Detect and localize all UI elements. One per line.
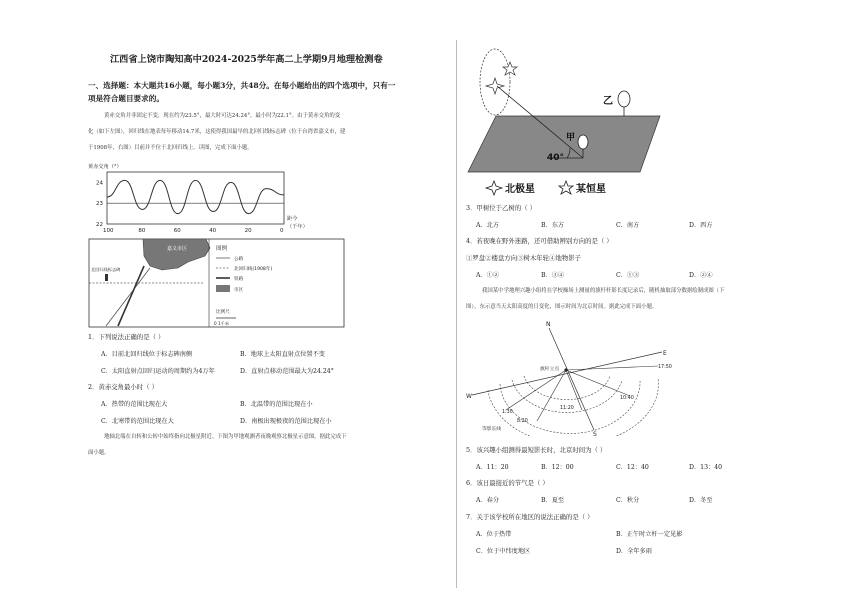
q5-option-a: A．11：20: [476, 464, 509, 471]
q1-option-c: C．太阳直射点回归运动的周期约为4万年: [101, 368, 215, 375]
city-label: 嘉义市区: [167, 246, 188, 252]
label-jia: 甲: [566, 133, 576, 143]
y-tick-label: 24: [96, 180, 103, 187]
q1-option-d: D．直射点移动范围最大为24.24°: [240, 368, 334, 375]
q3-option-b: B．东方: [541, 222, 565, 229]
q5-option-b: B．12：00: [541, 464, 574, 471]
stele-marker: [105, 274, 108, 281]
q5-option-c: C．12：40: [616, 464, 649, 471]
legend-star-label: 某恒星: [576, 184, 606, 195]
passage2-line2: 面小题。: [88, 450, 110, 456]
q3-option-c: C．南方: [616, 222, 640, 229]
passage3-line2: 图），东示意当天太阳高度的日变化，图示时间为北京时间。据此完成下面小题。: [466, 304, 658, 310]
q6-option-d: D．冬至: [689, 497, 713, 504]
y-tick-label: 23: [96, 201, 103, 208]
legend-title: 图例: [216, 246, 228, 252]
chart-xlabel-1: 距今: [287, 216, 298, 222]
legend-polaris-icon: [486, 181, 502, 195]
section-heading-line2: 项是符合题目要求的。: [88, 94, 164, 103]
shadow-figure: [462, 318, 710, 436]
time-0130: 1:30: [502, 410, 513, 415]
q7-option-a: A．位于热带: [476, 531, 512, 538]
north-south-axis: [549, 328, 594, 430]
q3-option-a: A．北方: [476, 222, 500, 229]
column-divider: [456, 40, 457, 588]
q2-option-c: C．北寒带的范围比现在大: [101, 418, 174, 425]
legend-star-icon: [559, 181, 573, 194]
x-tick-label: 80: [138, 228, 146, 234]
y-tick-label: 22: [96, 222, 103, 228]
ground-plane: [468, 116, 660, 172]
passage1-line1: 黄赤交角并非固定不变，现在约为23.5°，最大时可达24.24°，最小时为22.1°。由于黄赤交角的变: [104, 113, 341, 119]
passage3-line1: 我国某中学地理兴趣小组将在学校操场上测量的旗杆杆影长度记录后，随机抽取部分数据绘制成图（下: [482, 288, 725, 294]
chiayi-map: [88, 238, 348, 330]
q2-option-b: B．北温带的范围比现在小: [240, 401, 313, 408]
q7-option-d: D．全年多雨: [616, 548, 652, 555]
q7-stem: 7．关于该学校所在地区的说法正确的是（ ）: [466, 513, 594, 521]
x-tick-label: 0: [280, 228, 284, 234]
x-tick-label: 40: [209, 228, 217, 234]
q4-items: ①罗盘②楼盘方向③树木年轮④地物影子: [466, 254, 582, 262]
legend-tropic: 北回归线(1908年): [234, 267, 273, 272]
tree-jia-icon: [578, 135, 588, 149]
q1-option-a: A．目前北回归线位于标志碑南侧: [101, 351, 193, 358]
scale-values: 0 1千米: [214, 321, 230, 326]
q4-option-c: C．①③: [616, 272, 640, 279]
label-e: E: [663, 350, 667, 357]
angle-label: 40°: [547, 153, 565, 163]
q4-option-a: A．①②: [476, 272, 500, 279]
chart-xlabel-2: （千年）: [287, 224, 308, 230]
passage2-line1: 地轴北端在自转和公转中始终指向北极星附近。下图为甲地观测者夜晚观察北极星示意图。据此完成下: [104, 434, 347, 440]
q4-option-b: B．③④: [541, 272, 565, 279]
q3-option-d: D．西方: [689, 222, 713, 229]
x-tick-label: 20: [244, 228, 252, 234]
q1-stem: 1．下列说法正确的是（ ）: [88, 333, 165, 341]
q7-option-b: B．正午时立杆一定见影: [616, 531, 683, 538]
q5-stem: 5．该兴趣小组测得最短影长时，北京时间为（ ）: [466, 446, 607, 454]
q3-stem: 3．甲树位于乙树的（ ）: [466, 204, 537, 212]
q1-option-b: B．地球上太阳直射点位置不变: [240, 351, 325, 358]
legend-polaris-label: 北极星: [505, 184, 535, 195]
stele-label: 北回归线标志碑: [91, 267, 121, 272]
legend-city: 市区: [234, 288, 244, 293]
equal-shadow-arc-1: [524, 376, 610, 400]
time-1750: 17:50: [658, 365, 672, 370]
passage1-line2: 化（如下左图），回归线在地表每年移动14.7米，这使得我国最早的北回归线标志碑（位于台湾省嘉义市，建: [88, 129, 346, 135]
legend-highway: 公路: [234, 257, 244, 262]
tree-yi-icon: [618, 91, 630, 107]
q6-stem: 6．该日最接近的节气是（ ）: [466, 479, 549, 487]
q5-option-d: D．13：40: [689, 464, 723, 471]
label-s: S: [593, 431, 597, 436]
q2-option-d: D．南极出现极夜的范围比现在小: [240, 418, 332, 425]
x-tick-label: 100: [103, 228, 114, 234]
polaris-icon: [486, 78, 504, 94]
q2-stem: 2．黄赤交角最小时（ ）: [88, 383, 159, 391]
equal-shadow-label: 等影长线: [482, 427, 502, 432]
q6-option-c: C．秋分: [616, 497, 640, 504]
exam-title: 江西省上饶市陶知高中2024-2025学年高二上学期9月地理检测卷: [110, 54, 383, 65]
label-w: W: [466, 393, 472, 400]
q4-stem: 4．若夜晚在野外迷路，还可借助辨别方向的是（ ）: [466, 237, 613, 245]
q4-option-d: D．②④: [689, 272, 713, 279]
q6-option-a: A．春分: [476, 497, 500, 504]
time-0820: 8:20: [517, 419, 528, 424]
scale-label: 比例尺: [216, 310, 230, 315]
section-heading-line1: 一、选择题：本大题共16小题，每小题3分，共48分。在每小题给出的四个选项中，只有一: [88, 81, 396, 90]
chart-ylabel: 黄赤交角（°）: [88, 164, 122, 170]
passage1-line3: 于1908年，右图）目前并不位于北回归线上。读图，完成下面小题。: [88, 145, 253, 151]
other-star-icon: [503, 62, 517, 75]
label-n: N: [546, 321, 551, 328]
time-1120: 11:20: [560, 406, 574, 411]
legend-railway: 铁路: [234, 277, 244, 282]
q6-option-b: B．夏至: [541, 497, 565, 504]
pole-label: 旗杆立点: [540, 367, 560, 372]
q2-option-a: A．热带的范围比现在大: [101, 401, 168, 408]
q7-option-c: C．位于中纬度地区: [476, 548, 531, 555]
x-tick-label: 60: [173, 228, 181, 234]
obliquity-series-line: [107, 180, 284, 213]
time-1040: 10:40: [620, 396, 634, 401]
pole-point: [564, 368, 567, 371]
chart-frame: [107, 172, 284, 224]
label-yi: 乙: [603, 96, 613, 107]
obliquity-chart: [88, 160, 318, 238]
polaris-figure: [462, 44, 662, 196]
